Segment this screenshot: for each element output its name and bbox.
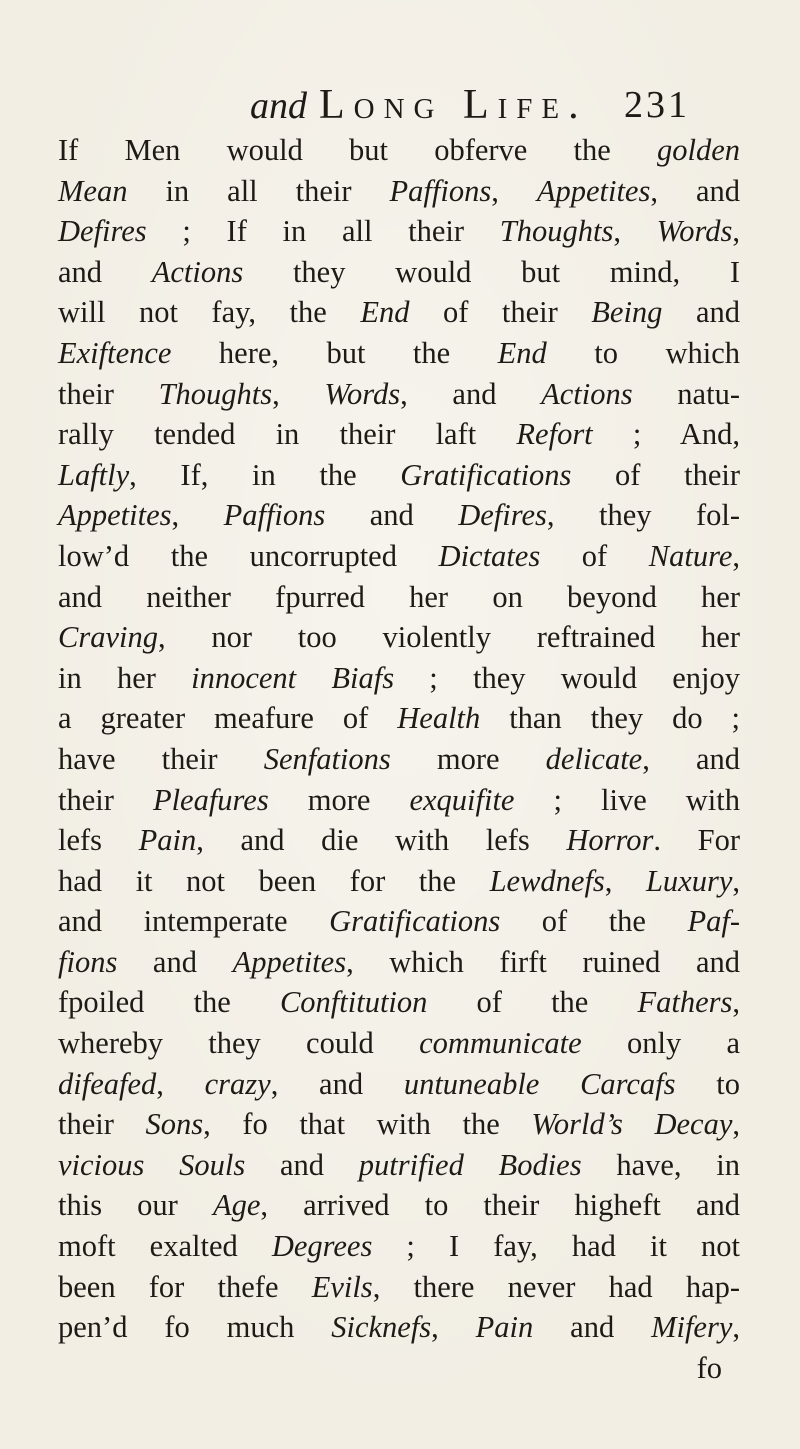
text-line (58, 211, 740, 252)
roman-text: , (732, 1310, 740, 1345)
roman-text: whereby they could (58, 1026, 420, 1061)
roman-text: lefs (58, 823, 139, 858)
italic-text: Thoughts (158, 376, 273, 411)
running-head-title: Long Life. (319, 82, 588, 128)
roman-text: in all their (127, 173, 390, 208)
text-line (58, 414, 740, 455)
italic-text: Degrees (271, 1229, 373, 1264)
roman-text: , nor too violently reftrained her (157, 620, 740, 655)
roman-text: than they do ; (480, 701, 741, 736)
roman-text: had it not been for the (58, 863, 490, 898)
text-line (58, 1267, 740, 1308)
roman-text: , they fol- (546, 498, 740, 533)
italic-text: Horror (566, 823, 654, 858)
text-line (58, 1307, 740, 1348)
italic-text: putrified Bodies (358, 1147, 582, 1182)
roman-text: and (662, 295, 740, 330)
italic-text: Paffions (223, 498, 326, 533)
roman-text: of (540, 538, 649, 573)
roman-text: a greater meafure of (58, 701, 398, 736)
text-line (58, 536, 740, 577)
text-line (58, 495, 740, 536)
italic-text: difeafed (58, 1066, 157, 1101)
roman-text: , and die with lefs (196, 823, 567, 858)
roman-text: ; And, (592, 417, 740, 452)
roman-text: and (245, 1147, 359, 1182)
roman-text: been for thefe (58, 1269, 312, 1304)
roman-text: have their (58, 741, 264, 776)
text-line (58, 1145, 740, 1186)
roman-text: they would but mind, I (243, 254, 740, 289)
italic-text: untuneable Carcafs (403, 1066, 676, 1101)
italic-text: golden (656, 133, 740, 167)
italic-text: Laftly (58, 457, 130, 492)
roman-text: , and (400, 376, 542, 411)
roman-text: and (533, 1310, 652, 1345)
text-line (58, 333, 740, 374)
italic-text: Paffions (389, 173, 492, 208)
roman-text: , (732, 1107, 740, 1142)
italic-text: Craving (58, 620, 158, 655)
italic-text: Evils (311, 1269, 373, 1304)
roman-text: pen’d fo much (58, 1310, 332, 1345)
roman-text: , and (642, 741, 740, 776)
running-head (250, 80, 690, 130)
italic-text: Health (397, 701, 481, 736)
italic-text: delicate (545, 741, 643, 776)
roman-text: , (732, 538, 740, 573)
italic-text: Defires (458, 498, 547, 533)
roman-text: of their (409, 295, 592, 330)
italic-text: communicate (419, 1026, 582, 1061)
roman-text: , which firft ruined and (346, 944, 740, 979)
italic-text: Actions (151, 254, 244, 289)
roman-text: , (732, 214, 740, 249)
page-number: 231 (624, 84, 690, 126)
italic-text: Paf- (687, 904, 740, 939)
roman-text: , (156, 1066, 205, 1101)
italic-text: Mean (58, 173, 128, 208)
italic-text: Pain (475, 1310, 534, 1345)
text-line (58, 1064, 740, 1105)
italic-text: fions (58, 944, 118, 979)
roman-text: and (58, 254, 152, 289)
italic-text: Gratifications (400, 457, 572, 492)
roman-text: fo (696, 1350, 722, 1385)
text-line (58, 861, 740, 902)
roman-text: and neither fpurred her on beyond her (58, 579, 740, 614)
italic-text: Senfations (263, 741, 391, 776)
italic-text: Thoughts (499, 214, 614, 249)
roman-text: and (325, 498, 459, 533)
roman-text: , and (650, 173, 741, 208)
text-line (58, 374, 740, 415)
text-line (58, 1023, 740, 1064)
roman-text: to (675, 1066, 740, 1101)
italic-text: End (360, 295, 410, 330)
roman-text: and intemperate (58, 904, 330, 939)
italic-text: exquifite (409, 782, 515, 817)
roman-text: more (268, 782, 410, 817)
body-paragraph (58, 130, 740, 1388)
italic-text: Appetites (232, 944, 347, 979)
roman-text: , fo that with the (203, 1107, 532, 1142)
text-line (58, 252, 740, 293)
text-line (58, 901, 740, 942)
roman-text: low’d the uncorrupted (58, 538, 439, 573)
text-line (58, 1348, 740, 1389)
roman-text: ; they would enjoy (394, 660, 740, 695)
italic-text: World’s Decay (531, 1107, 733, 1142)
text-line (58, 739, 740, 780)
roman-text: only a (581, 1026, 740, 1061)
text-line (58, 820, 740, 861)
italic-text: Sons (145, 1107, 204, 1142)
roman-text: ; I fay, had it not (372, 1229, 740, 1264)
roman-text: ; live with (514, 782, 741, 817)
italic-text: Words (656, 214, 733, 249)
roman-text: their (58, 782, 153, 817)
text-line (58, 292, 740, 333)
italic-text: Nature (648, 538, 733, 573)
text-line (58, 698, 740, 739)
italic-text: innocent Biafs (191, 660, 395, 695)
roman-text: and (117, 944, 233, 979)
roman-text: , (171, 498, 224, 533)
roman-text: , (604, 863, 646, 898)
italic-text: Lewdnefs (489, 863, 605, 898)
roman-text: of the (500, 904, 688, 939)
italic-text: vicious Souls (58, 1147, 246, 1182)
italic-text: Appetites (536, 173, 651, 208)
roman-text: ; If in all their (146, 214, 500, 249)
roman-text: more (390, 741, 546, 776)
text-line (58, 942, 740, 983)
italic-text: Conftitution (279, 985, 428, 1020)
text-line (58, 1226, 740, 1267)
roman-text: their (58, 1107, 146, 1142)
roman-text: to which (546, 335, 741, 370)
roman-text: rally tended in their laft (58, 417, 517, 452)
italic-text: Age (212, 1188, 261, 1223)
italic-text: crazy (204, 1066, 271, 1101)
roman-text: have, in (581, 1147, 740, 1182)
roman-text: in her (58, 660, 192, 695)
roman-text: , (613, 214, 657, 249)
italic-text: Actions (541, 376, 633, 411)
roman-text: here, but the (171, 335, 498, 370)
roman-text: will not fay, the (58, 295, 361, 330)
roman-text: , (431, 1310, 476, 1345)
roman-text: fpoiled the (58, 985, 280, 1020)
text-line (58, 617, 740, 658)
roman-text: If Men would but obferve the (58, 133, 657, 167)
italic-text: End (497, 335, 547, 370)
running-head-prefix: and (250, 85, 307, 127)
text-line (58, 982, 740, 1023)
italic-text: Words (324, 376, 401, 411)
text-line (58, 455, 740, 496)
italic-text: Gratifications (329, 904, 501, 939)
text-line (58, 577, 740, 618)
roman-text: this our (58, 1188, 213, 1223)
roman-text: , If, in the (129, 457, 401, 492)
italic-text: Mifery (651, 1310, 733, 1345)
roman-text: . For (653, 823, 741, 858)
roman-text: , there never had hap- (372, 1269, 741, 1304)
text-line (58, 780, 740, 821)
roman-text: of the (427, 985, 638, 1020)
roman-text: , (491, 173, 537, 208)
italic-text: Appetites (58, 498, 172, 533)
italic-text: Fathers (637, 985, 733, 1020)
italic-text: Exiftence (58, 335, 172, 370)
italic-text: Refort (516, 417, 593, 452)
italic-text: Pleafures (152, 782, 269, 817)
roman-text: , arrived to their higheft and (260, 1188, 740, 1223)
text-line (58, 1104, 740, 1145)
roman-text: natu- (632, 376, 740, 411)
italic-text: Being (591, 295, 663, 330)
italic-text: Luxury (645, 863, 733, 898)
roman-text: moft exalted (58, 1229, 272, 1264)
roman-text: their (58, 376, 159, 411)
italic-text: Sicknefs (331, 1310, 432, 1345)
roman-text: of their (571, 457, 740, 492)
roman-text: , (732, 985, 741, 1020)
italic-text: Defires (58, 214, 147, 249)
italic-text: Dictates (438, 538, 541, 573)
text-line (58, 658, 740, 699)
text-line (58, 130, 740, 171)
roman-text: , (732, 863, 741, 898)
text-line (58, 171, 740, 212)
roman-text: , and (270, 1066, 404, 1101)
text-line (58, 1185, 740, 1226)
roman-text: , (272, 376, 325, 411)
italic-text: Pain (138, 823, 197, 858)
